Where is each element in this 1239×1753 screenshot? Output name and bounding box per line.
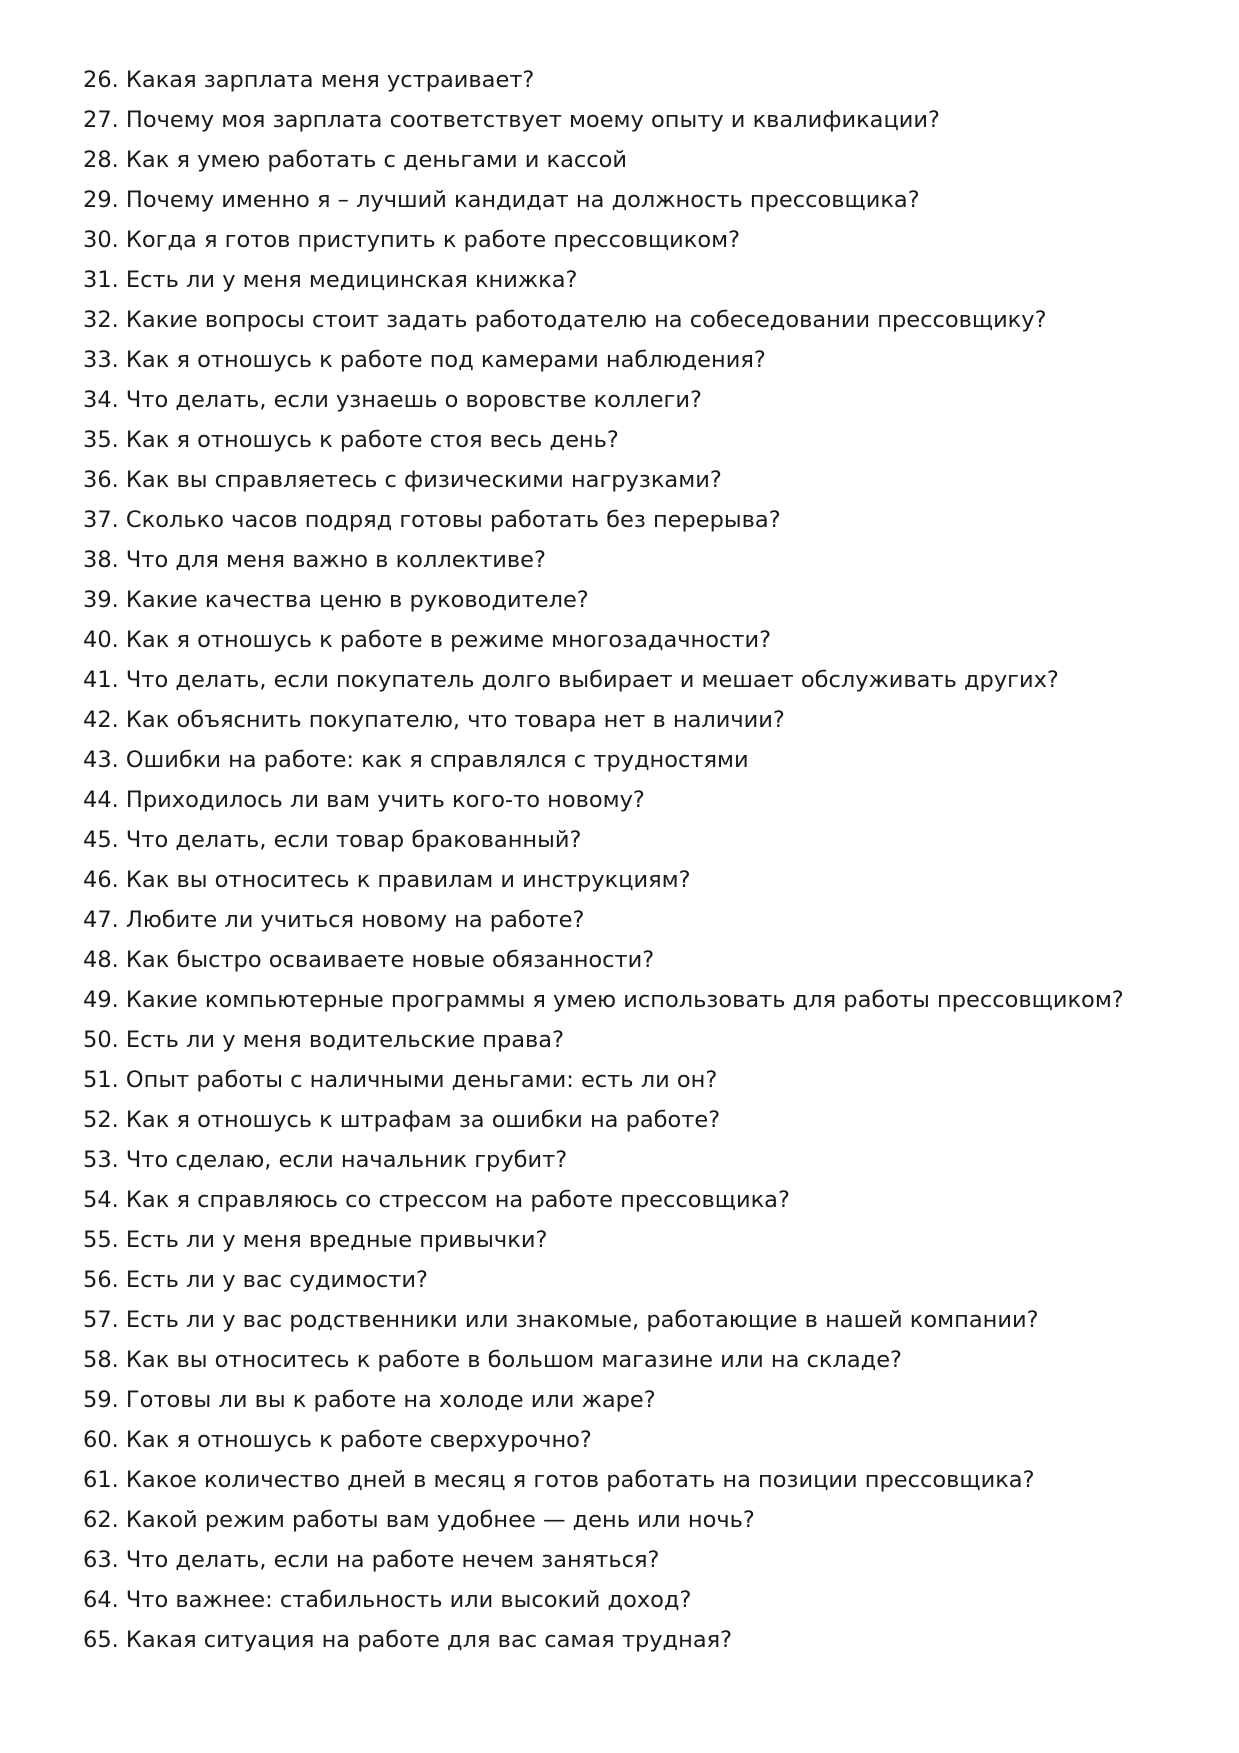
question-item: 44. Приходилось ли вам учить кого-то новому? <box>83 787 645 813</box>
question-item: 51. Опыт работы с наличными деньгами: есть ли он? <box>83 1067 718 1093</box>
question-item: 40. Как я отношусь к работе в режиме многозадачности? <box>83 627 772 653</box>
question-item: 58. Как вы относитесь к работе в большом магазине или на складе? <box>83 1347 902 1373</box>
question-item: 32. Какие вопросы стоит задать работодателю на собеседовании прессовщику? <box>83 307 1047 333</box>
question-item: 38. Что для меня важно в коллективе? <box>83 547 546 573</box>
question-item: 28. Как я умею работать с деньгами и кассой <box>83 147 628 173</box>
question-item: 30. Когда я готов приступить к работе прессовщиком? <box>83 227 741 253</box>
question-item: 27. Почему моя зарплата соответствует моему опыту и квалификации? <box>83 107 940 133</box>
question-item: 42. Как объяснить покупателю, что товара нет в наличии? <box>83 707 785 733</box>
question-item: 29. Почему именно я – лучший кандидат на должность прессовщика? <box>83 187 920 213</box>
question-item: 41. Что делать, если покупатель долго выбирает и мешает обслуживать других? <box>83 667 1059 693</box>
question-item: 37. Сколько часов подряд готовы работать без перерыва? <box>83 507 781 533</box>
question-item: 48. Как быстро осваиваете новые обязанности? <box>83 947 655 973</box>
question-item: 64. Что важнее: стабильность или высокий доход? <box>83 1587 692 1613</box>
question-item: 39. Какие качества ценю в руководителе? <box>83 587 589 613</box>
question-item: 45. Что делать, если товар бракованный? <box>83 827 582 853</box>
question-item: 26. Какая зарплата меня устраивает? <box>83 67 535 93</box>
question-item: 35. Как я отношусь к работе стоя весь день? <box>83 427 619 453</box>
question-item: 50. Есть ли у меня водительские права? <box>83 1027 565 1053</box>
question-item: 60. Как я отношусь к работе сверхурочно? <box>83 1427 592 1453</box>
question-item: 63. Что делать, если на работе нечем заняться? <box>83 1547 660 1573</box>
question-item: 33. Как я отношусь к работе под камерами наблюдения? <box>83 347 766 373</box>
question-item: 52. Как я отношусь к штрафам за ошибки на работе? <box>83 1107 721 1133</box>
question-item: 36. Как вы справляетесь с физическими нагрузками? <box>83 467 722 493</box>
question-item: 46. Как вы относитесь к правилам и инструкциям? <box>83 867 691 893</box>
question-item: 34. Что делать, если узнаешь о воровстве коллеги? <box>83 387 702 413</box>
question-item: 65. Какая ситуация на работе для вас самая трудная? <box>83 1627 733 1653</box>
question-item: 54. Как я справляюсь со стрессом на работе прессовщика? <box>83 1187 790 1213</box>
question-item: 31. Есть ли у меня медицинская книжка? <box>83 267 578 293</box>
question-item: 47. Любите ли учиться новому на работе? <box>83 907 585 933</box>
question-item: 61. Какое количество дней в месяц я готов работать на позиции прессовщика? <box>83 1467 1035 1493</box>
question-item: 56. Есть ли у вас судимости? <box>83 1267 428 1293</box>
question-item: 49. Какие компьютерные программы я умею использовать для работы прессовщиком? <box>83 987 1124 1013</box>
question-item: 59. Готовы ли вы к работе на холоде или жаре? <box>83 1387 656 1413</box>
question-item: 43. Ошибки на работе: как я справлялся с трудностями <box>83 747 749 773</box>
question-item: 62. Какой режим работы вам удобнее — день или ночь? <box>83 1507 755 1533</box>
question-list <box>83 60 1203 1660</box>
question-item: 53. Что сделаю, если начальник грубит? <box>83 1147 568 1173</box>
question-item: 57. Есть ли у вас родственники или знакомые, работающие в нашей компании? <box>83 1307 1039 1333</box>
question-item: 55. Есть ли у меня вредные привычки? <box>83 1227 548 1253</box>
